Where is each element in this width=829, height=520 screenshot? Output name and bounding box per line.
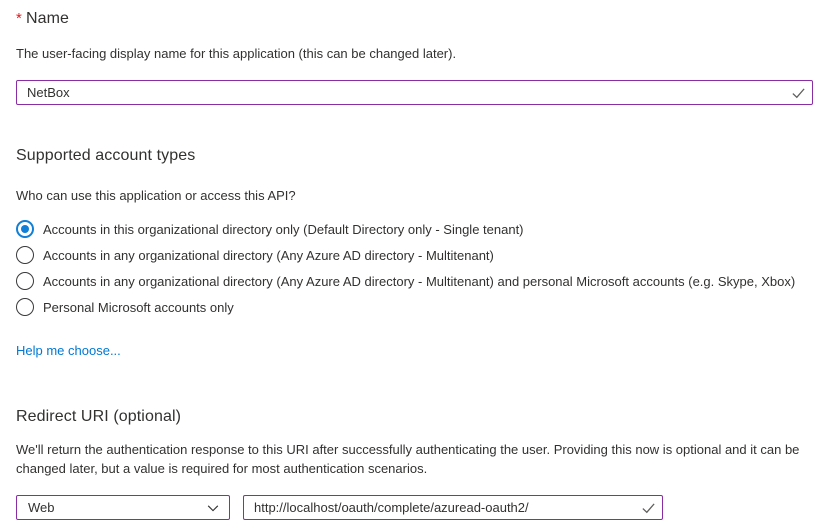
redirect-uri-description: We'll return the authentication response to this URI after successfully authenticating the user. Providing this now is optional and it can be changed later, but a value is required for most authentication scenarios.: [16, 442, 800, 476]
radio-button-icon[interactable]: [16, 298, 34, 316]
chevron-down-icon: [206, 501, 220, 515]
radio-button-icon[interactable]: [16, 272, 34, 290]
platform-select-value: Web: [28, 500, 55, 515]
radio-option-single-tenant[interactable]: [16, 216, 813, 242]
redirect-uri-row: [16, 495, 813, 520]
account-types-question: Who can use this application or access this API?: [16, 188, 296, 203]
name-field-wrap: [16, 80, 813, 105]
radio-option-multitenant-personal[interactable]: [16, 268, 813, 294]
radio-option-label: Accounts in any organizational directory (Any Azure AD directory - Multitenant): [43, 247, 494, 263]
required-asterisk: *: [16, 10, 22, 27]
uri-field-wrap: [243, 495, 663, 520]
radio-option-personal-only[interactable]: [16, 294, 813, 320]
radio-option-label: Accounts in this organizational directory only (Default Directory only - Single tenant): [43, 221, 524, 237]
radio-option-label: Personal Microsoft accounts only: [43, 299, 234, 315]
radio-button-icon[interactable]: [16, 246, 34, 264]
name-description: The user-facing display name for this application (this can be changed later).: [16, 46, 457, 61]
redirect-uri-title: Redirect URI (optional): [16, 408, 182, 425]
radio-option-label: Accounts in any organizational directory (Any Azure AD directory - Multitenant) and personal Microsoft accounts (e.g. Skype, Xbox): [43, 273, 796, 289]
name-input[interactable]: [16, 80, 813, 105]
name-section-title: [16, 10, 813, 28]
redirect-uri-input[interactable]: [243, 495, 663, 520]
account-types-title: Supported account types: [16, 147, 196, 164]
help-me-choose-link[interactable]: Help me choose...: [16, 343, 121, 358]
radio-button-icon[interactable]: [16, 220, 34, 238]
radio-option-multitenant[interactable]: [16, 242, 813, 268]
account-types-radio-group: [16, 216, 813, 320]
name-label: Name: [25, 10, 70, 27]
platform-select[interactable]: [16, 495, 230, 520]
